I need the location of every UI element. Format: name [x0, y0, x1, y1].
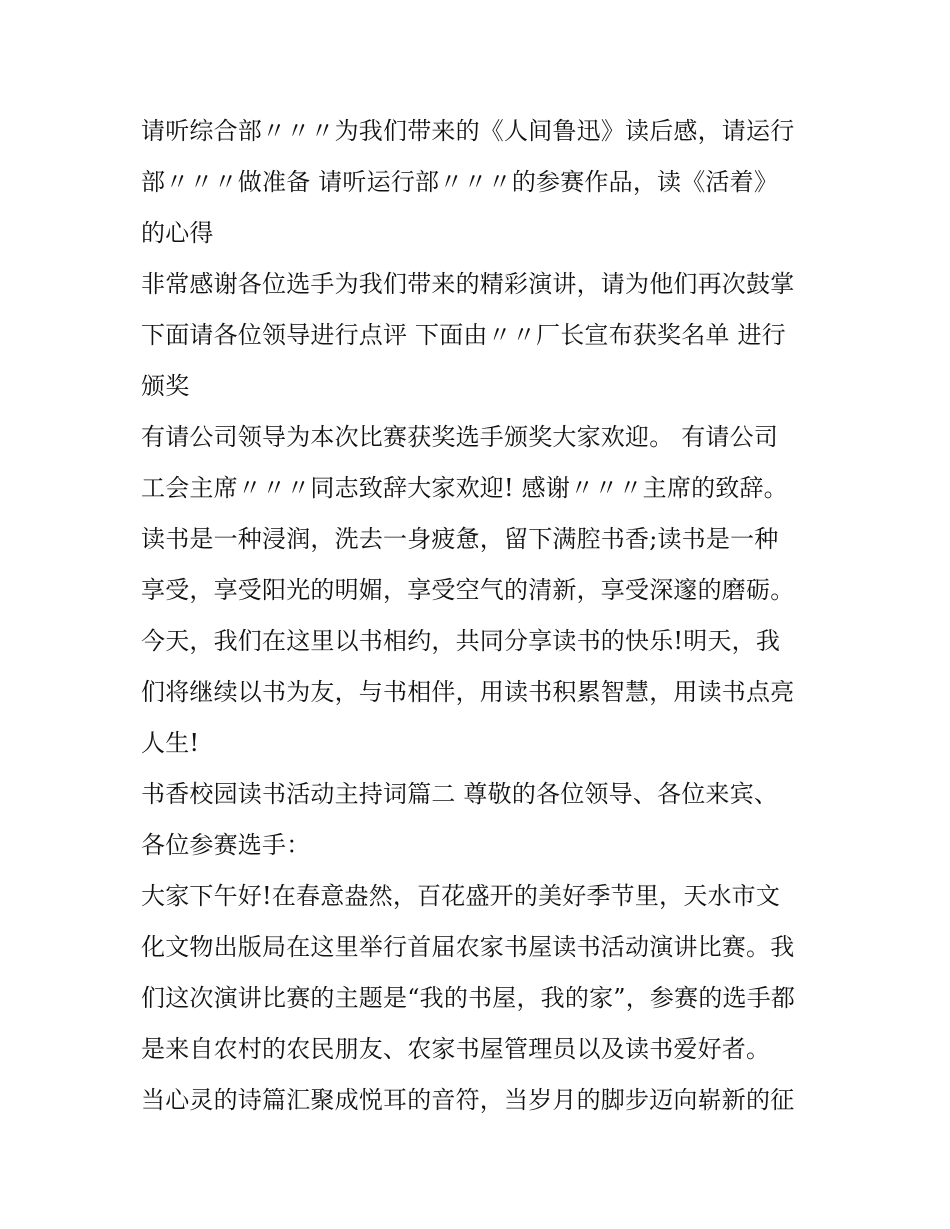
text-line: 非常感谢各位选手为我们带来的精彩演讲，请为他们再次鼓掌: [141, 270, 795, 298]
text-line: 有请公司领导为本次比赛获奖选手颁奖大家欢迎。 有请公司: [141, 423, 779, 451]
text-line: 颁奖: [141, 372, 190, 400]
text-line: 部〃〃〃做准备 请听运行部〃〃〃的参赛作品，读《活着》: [141, 168, 779, 196]
text-line: 下面请各位领导进行点评 下面由〃〃厂长宣布获奖名单 进行: [141, 321, 786, 349]
text-line: 工会主席〃〃〃同志致辞大家欢迎! 感谢〃〃〃主席的致辞。: [141, 474, 788, 502]
text-line: 人生!: [141, 729, 200, 757]
text-line: 们将继续以书为友，与书相伴，用读书积累智慧，用读书点亮: [141, 678, 795, 706]
text-line: 化文物出版局在这里举行首届农家书屋读书活动演讲比赛。我: [141, 933, 795, 961]
text-line: 今天，我们在这里以书相约，共同分享读书的快乐!明天，我: [141, 627, 781, 655]
text-line: 读书是一种浸润，洗去一身疲惫，留下满腔书香;读书是一种: [141, 525, 779, 553]
text-line: 书香校园读书活动主持词篇二 尊敬的各位领导、各位来宾、: [141, 780, 779, 808]
text-line: 各位参赛选手：: [141, 831, 311, 859]
text-line: 的心得: [141, 219, 214, 247]
text-line: 大家下午好!在春意盎然，百花盛开的美好季节里，天水市文: [141, 882, 781, 910]
text-line: 当心灵的诗篇汇聚成悦耳的音符，当岁月的脚步迈向崭新的征: [141, 1086, 795, 1114]
text-line: 请听综合部〃〃〃为我们带来的《人间鲁迅》读后感，请运行: [141, 117, 795, 145]
text-line: 们这次演讲比赛的主题是“我的书屋，我的家”，参赛的选手都: [141, 984, 796, 1012]
document-body: [141, 106, 821, 1126]
text-line: 是来自农村的农民朋友、农家书屋管理员以及读书爱好者。: [141, 1035, 771, 1063]
text-line: 享受，享受阳光的明媚，享受空气的清新，享受深邃的磨砺。: [141, 576, 795, 604]
